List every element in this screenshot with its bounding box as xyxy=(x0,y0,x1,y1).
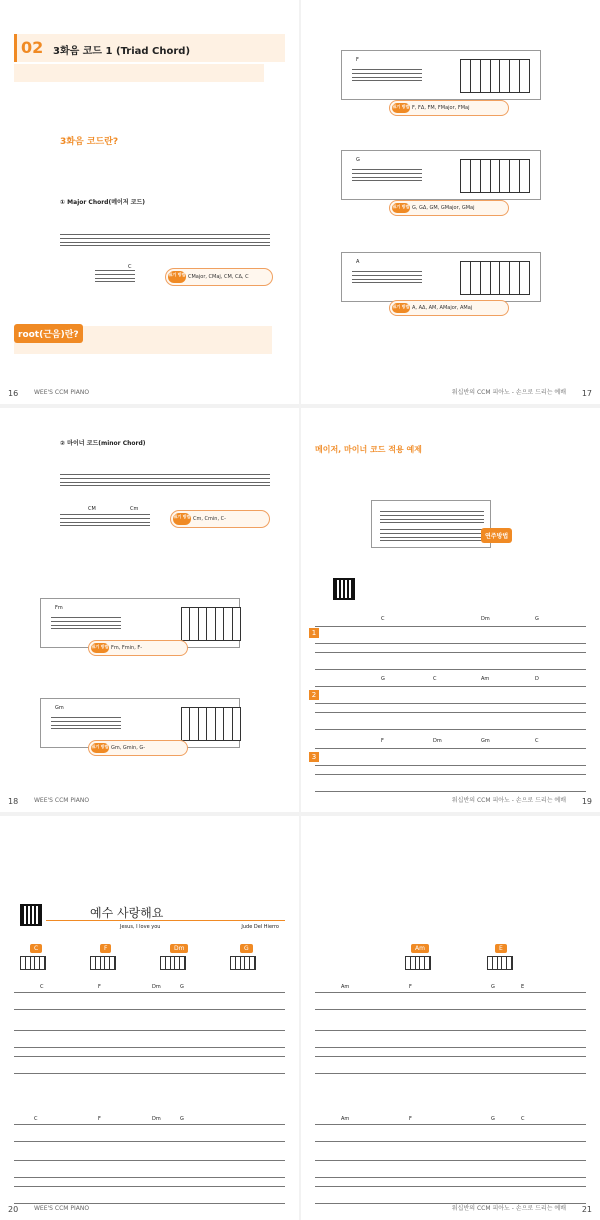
system-1-bass xyxy=(14,1056,285,1074)
system-2-vocal xyxy=(315,1124,586,1142)
s3-chord-1: F xyxy=(381,738,384,744)
chord-staff xyxy=(60,514,150,526)
qr-code-icon xyxy=(20,904,42,926)
s2-chord-1: G xyxy=(381,676,385,682)
s2-chord-1: C xyxy=(34,1116,38,1122)
chord-tag-g: G xyxy=(240,944,253,953)
footer-text: WEE'S CCM PIANO xyxy=(34,797,90,804)
s1-chord-2: Dm xyxy=(481,616,490,622)
notation-pill-a: 표기 방법 A, AΔ, AM, AMajor, AMaj xyxy=(389,300,509,316)
example-box xyxy=(371,500,491,548)
system-1-bass xyxy=(315,652,586,670)
page-20 xyxy=(0,816,299,1220)
notation-pill-fm: 표기 방법 Fm, Fmin, F- xyxy=(88,640,188,656)
chapter-number: 02 xyxy=(21,38,44,57)
footer-text: 워십반의 CCM 피아노 - 손으로 드리는 예배 xyxy=(451,389,566,396)
page-title: 메이저, 마이너 코드 적용 예제 xyxy=(315,445,422,454)
s2-chord-4: D xyxy=(535,676,539,682)
chapter-title: 3화음 코드 1 (Triad Chord) xyxy=(53,46,191,57)
s1-chord-4: G xyxy=(180,984,184,990)
page-16 xyxy=(0,0,299,404)
page-number: 19 xyxy=(581,797,592,806)
s2-chord-2: F xyxy=(98,1116,101,1122)
chord-name-g: G xyxy=(356,157,360,163)
page-18 xyxy=(0,408,299,812)
system-2-treble xyxy=(315,686,586,704)
subsection-title: ① Major Chord(메이저 코드) xyxy=(60,199,146,206)
song-title: 예수 사랑해요 xyxy=(90,906,164,920)
chord-tag-e: E xyxy=(495,944,507,953)
title-rule xyxy=(46,920,285,921)
chord-staff xyxy=(95,270,135,282)
s1-chord-2: F xyxy=(98,984,101,990)
chord-tag-c: C xyxy=(30,944,42,953)
notation-pill-f: 표기 방법 F, FΔ, FM, FMajor, FMaj xyxy=(389,100,509,116)
s1-chord-3: G xyxy=(491,984,495,990)
keyboard-f xyxy=(460,59,530,93)
section-title: 3화음 코드란? xyxy=(60,137,119,147)
footer-text: 워십반의 CCM 피아노 - 손으로 드리는 예배 xyxy=(451,1205,566,1212)
page-number: 21 xyxy=(581,1205,592,1214)
system-1-treble xyxy=(315,1030,586,1048)
subsection-title: ② 마이너 코드(minor Chord) xyxy=(60,440,146,447)
chord-name-a: A xyxy=(356,259,360,265)
chord-name-fm: Fm xyxy=(55,605,63,611)
s2-chord-4: G xyxy=(180,1116,184,1122)
qr-code-icon xyxy=(333,578,355,600)
scale-staff xyxy=(60,474,270,486)
s1-chord-3: G xyxy=(535,616,539,622)
keyboard-g xyxy=(460,159,530,193)
system-number-2: 2 xyxy=(309,690,319,700)
s3-chord-2: Dm xyxy=(433,738,442,744)
s2-chord-3: G xyxy=(491,1116,495,1122)
page-number: 18 xyxy=(8,797,19,806)
system-3-bass xyxy=(315,774,586,792)
system-2-bass xyxy=(315,1186,586,1204)
s1-chord-2: F xyxy=(409,984,412,990)
chord-name-f: F xyxy=(356,57,359,63)
s1-chord-1: C xyxy=(381,616,385,622)
system-2-treble xyxy=(14,1160,285,1178)
keyboard-gm xyxy=(181,707,241,741)
system-2-bass xyxy=(315,712,586,730)
notation-pill: 표기 방법 Cm, Cmin, C- xyxy=(170,510,270,528)
page-19 xyxy=(301,408,600,812)
system-2-vocal xyxy=(14,1124,285,1142)
s2-chord-3: Dm xyxy=(152,1116,161,1122)
page-number: 16 xyxy=(8,389,19,398)
mini-keyboard-e xyxy=(487,956,513,970)
intro-box xyxy=(14,64,264,82)
page-17 xyxy=(301,0,600,404)
system-2-bass xyxy=(14,1186,285,1204)
chord-tag-am: Am xyxy=(411,944,429,953)
play-method-tag: 연주방법 xyxy=(481,528,512,543)
system-2-treble xyxy=(315,1160,586,1178)
keyboard-fm xyxy=(181,607,241,641)
footer-text: 워십반의 CCM 피아노 - 손으로 드리는 예배 xyxy=(451,797,566,804)
notation-pill-g: 표기 방법 G, GΔ, GM, GMajor, GMaj xyxy=(389,200,509,216)
notation-pill xyxy=(165,268,273,286)
chord-tag-dm: Dm xyxy=(170,944,188,953)
chord-label: C xyxy=(128,264,132,270)
s2-chord-2: C xyxy=(433,676,437,682)
s2-chord-1: Am xyxy=(341,1116,350,1122)
system-3-treble xyxy=(315,748,586,766)
s1-chord-3: Dm xyxy=(152,984,161,990)
system-number-3: 3 xyxy=(309,752,319,762)
s3-chord-4: C xyxy=(535,738,539,744)
chord-label-cm-major: CM xyxy=(88,506,96,512)
s2-chord-2: F xyxy=(409,1116,412,1122)
notation-label: 표기 방법 xyxy=(168,271,186,283)
mini-keyboard-g xyxy=(230,956,256,970)
page-number: 17 xyxy=(581,389,592,398)
s1-chord-1: Am xyxy=(341,984,350,990)
s2-chord-3: Am xyxy=(481,676,490,682)
song-subtitle: Jesus, I love you xyxy=(120,924,161,930)
mini-keyboard-f xyxy=(90,956,116,970)
chord-box-g xyxy=(341,150,541,200)
page-number: 20 xyxy=(8,1205,19,1214)
root-callout xyxy=(14,326,272,354)
notation-text: CMajor, CMaj, CM, CΔ, C xyxy=(188,274,249,280)
system-1-vocal xyxy=(315,992,586,1010)
keyboard-a xyxy=(460,261,530,295)
scale-staff xyxy=(60,234,270,246)
callout-title: root(근음)란? xyxy=(14,324,83,343)
system-1-treble xyxy=(14,1030,285,1048)
chord-box-f xyxy=(341,50,541,100)
chord-box-a xyxy=(341,252,541,302)
chord-name-gm: Gm xyxy=(55,705,64,711)
chapter-header xyxy=(14,34,285,62)
chord-label-cm: Cm xyxy=(130,506,139,512)
s1-chord-4: E xyxy=(521,984,525,990)
mini-keyboard-dm xyxy=(160,956,186,970)
s3-chord-3: Gm xyxy=(481,738,490,744)
system-number-1: 1 xyxy=(309,628,319,638)
page-21 xyxy=(301,816,600,1220)
chord-tag-f: F xyxy=(100,944,111,953)
footer-text: WEE'S CCM PIANO xyxy=(34,389,90,396)
system-1-treble xyxy=(315,626,586,644)
composer: Jude Del Hierro xyxy=(241,924,279,930)
system-1-vocal xyxy=(14,992,285,1010)
mini-keyboard-c xyxy=(20,956,46,970)
mini-keyboard-am xyxy=(405,956,431,970)
footer-text: WEE'S CCM PIANO xyxy=(34,1205,90,1212)
s2-chord-4: C xyxy=(521,1116,525,1122)
notation-pill-gm: 표기 방법 Gm, Gmin, G- xyxy=(88,740,188,756)
system-1-bass xyxy=(315,1056,586,1074)
s1-chord-1: C xyxy=(40,984,44,990)
